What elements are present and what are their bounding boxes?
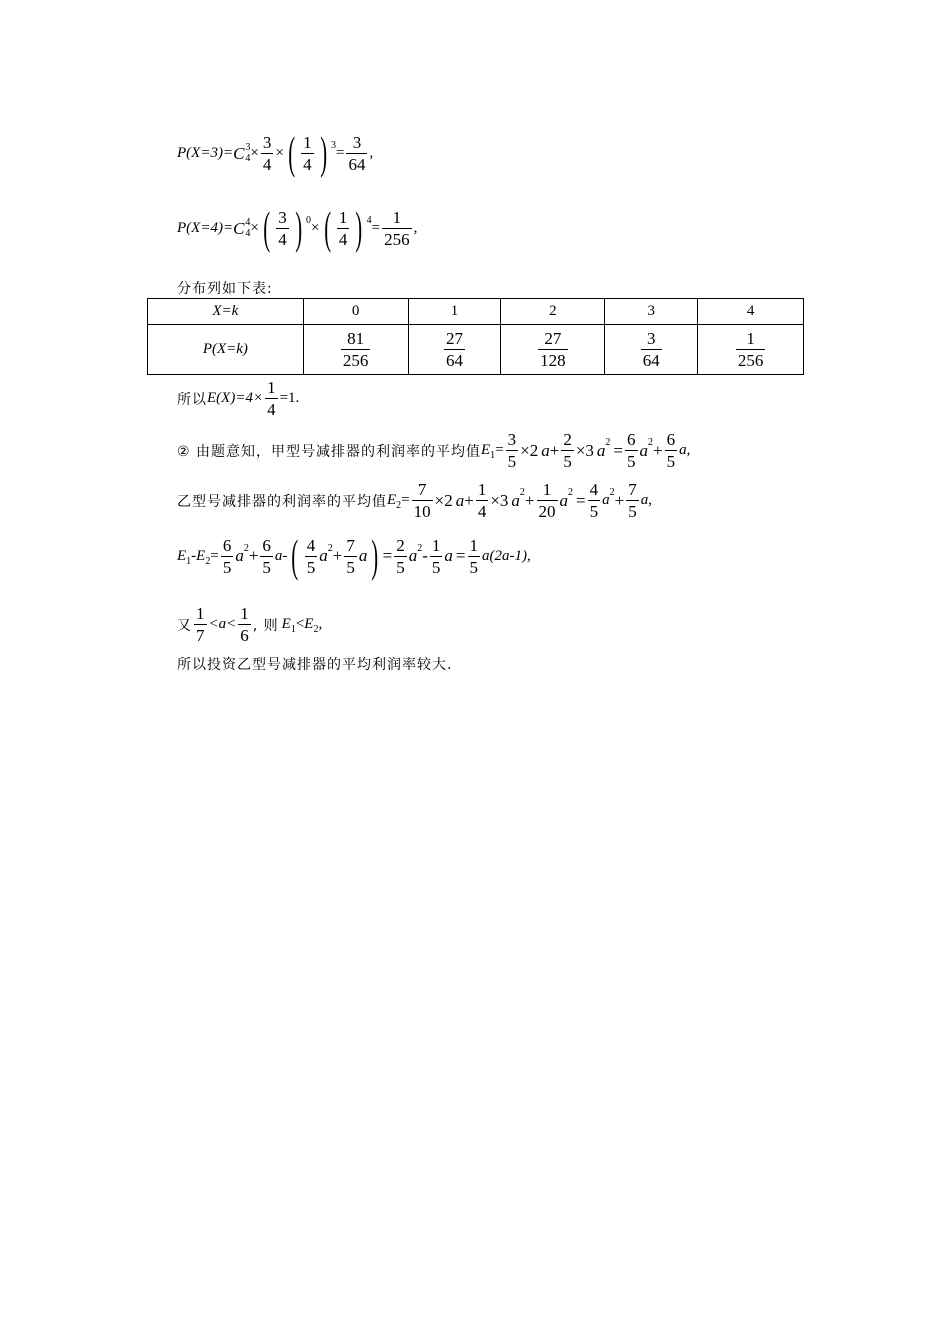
px4-lhs: P(X=4)=: [177, 219, 234, 236]
fraction: $\frac{1}{4}$: [338, 207, 348, 249]
left-paren: (: [288, 127, 295, 178]
right-paren: ): [371, 530, 379, 581]
fraction: $\frac{3}{4}$: [262, 132, 272, 174]
conclusion-line: 所以投资乙型号减排器的平均利润率较大.: [177, 657, 453, 673]
fraction: $\frac{1}{256}$: [384, 207, 410, 249]
table-intro: 分布列如下表:: [177, 281, 273, 297]
table-row: [148, 299, 804, 325]
right-paren: ): [294, 202, 302, 253]
right-paren: ): [319, 127, 327, 178]
inequality-line: 又 $\frac{1}{7}$ <a< $\frac{1}{6}$ , 则 E 1 < E 2 ,: [177, 604, 323, 645]
left-paren: (: [263, 202, 270, 253]
table-cell-k: 0: [303, 299, 408, 325]
e1-line: ② 由题意知，甲型号减排器的利润率的平均值 E 1 = $\frac{3}{5}$ ×2 a + $\frac{2}{5}$ ×3 a 2 = $\frac{6}{5}$ a 2 + $\frac{6}{5}$ a ,: [177, 430, 691, 471]
table-cell-prob: $\frac{3}{64}$: [605, 325, 698, 375]
formula-px4: P(X=4)= C 4 4 × ( $\frac{3}{4}$ ) 0 × ( $\frac{1}{4}$ ) 4 = $\frac{1}{256}$ ,: [177, 202, 418, 253]
fraction: $\frac{3}{4}$: [278, 207, 287, 249]
e2-line: 乙型号减排器的利润率的平均值 E 2 = $\frac{7}{10}$ ×2 a + $\frac{1}{4}$ ×3 a 2 + $\frac{1}{20}$ a 2 = $\frac{4}{5}$ a 2 + $\frac{7}{5}$ a ,: [177, 480, 652, 521]
px3-lhs: P(X=3)=: [177, 144, 234, 161]
difference-line: E 1 - E 2 = $\frac{6}{5}$ a 2 + $\frac{6}{5}$ a - ( $\frac{4}{5}$ a 2 + $\frac{7}{5}$ a ) = $\frac{2}{5}$ a 2 - $\frac{1}{5}$ a = $\frac{1}{5}$ a(2a-1),: [177, 530, 531, 581]
left-paren: (: [291, 530, 299, 581]
combination-c44: C 4 4: [233, 217, 251, 239]
row-label-pxk: P(X=k): [148, 325, 304, 375]
row-label-xk: X=k: [148, 299, 304, 325]
combination-c43: C 3 4: [233, 142, 251, 164]
table-cell-prob: $\frac{27}{128}$: [501, 325, 605, 375]
table-cell-k: 1: [408, 299, 501, 325]
formula-px3: P(X=3)= C 3 4 × $\frac{3}{4}$ × ( $\frac{1}{4}$ ) 3 = $\frac{3}{64}$ ,: [177, 127, 374, 178]
table-cell-k: 2: [501, 299, 605, 325]
fraction: $\frac{3}{64}$: [348, 132, 366, 174]
fraction: $\frac{1}{4}$: [267, 378, 276, 419]
table-cell-k: 4: [698, 299, 804, 325]
table-cell-k: 3: [605, 299, 698, 325]
table-cell-prob: $\frac{1}{256}$: [698, 325, 804, 375]
table-cell-prob: $\frac{81}{256}$: [303, 325, 408, 375]
distribution-table: [147, 298, 804, 375]
table-row: [148, 325, 804, 375]
expectation-line: 所以 E(X)=4× $\frac{1}{4}$ =1.: [177, 378, 300, 419]
fraction: $\frac{1}{4}$: [303, 132, 312, 174]
right-paren: ): [355, 202, 363, 253]
left-paren: (: [323, 202, 331, 253]
table-cell-prob: $\frac{27}{64}$: [408, 325, 501, 375]
